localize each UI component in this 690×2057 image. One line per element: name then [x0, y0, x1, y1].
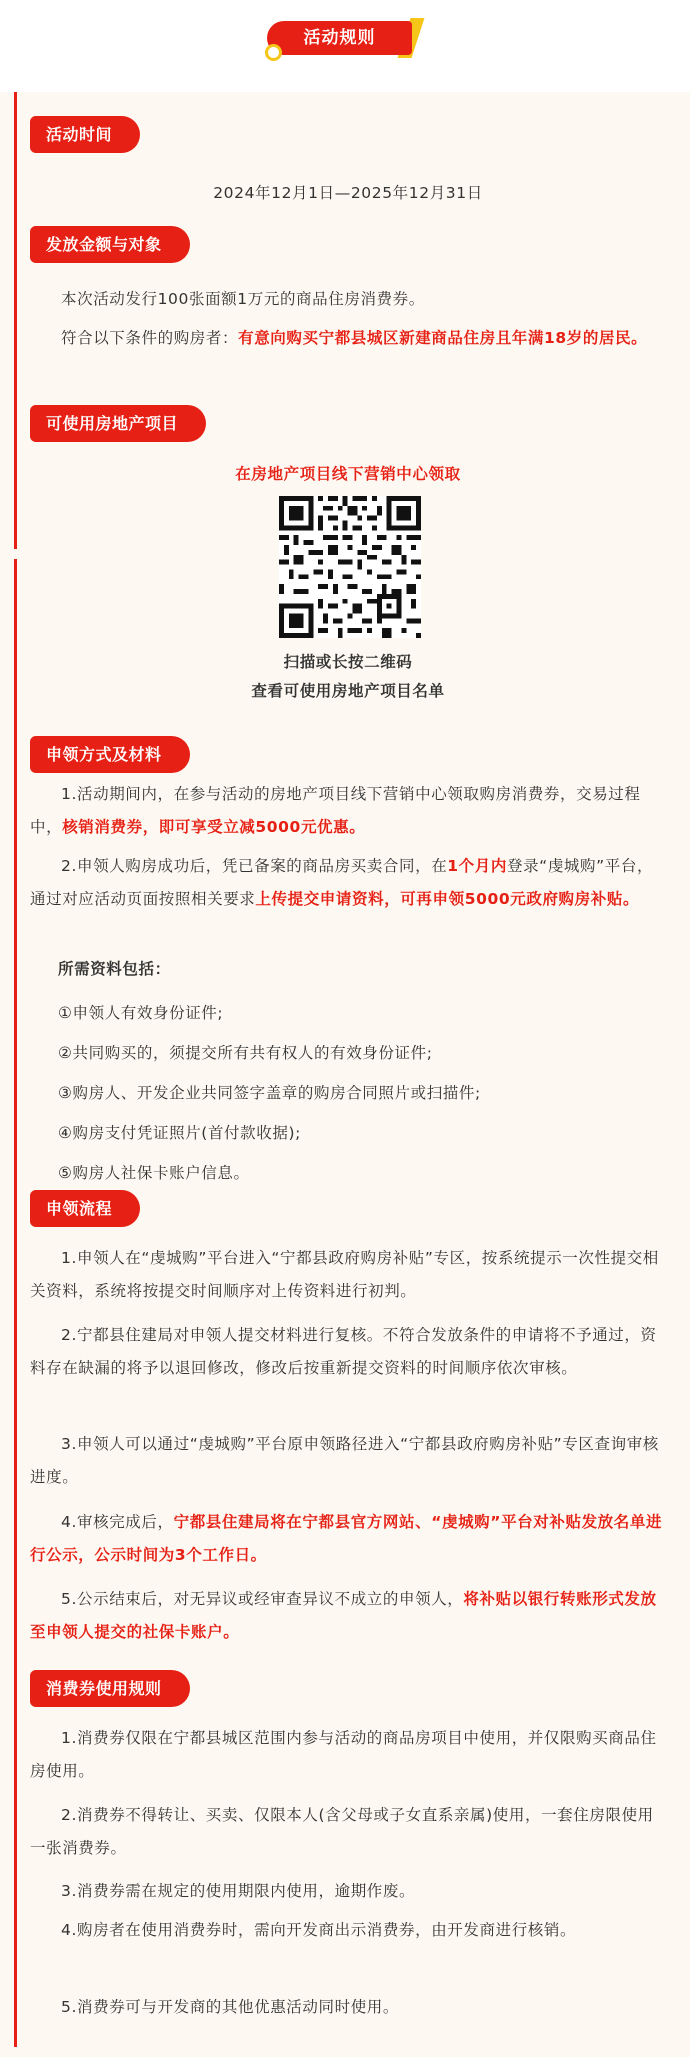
materials-list: [58, 993, 658, 1193]
qr-caption-scan: 扫描或长按二维码: [283, 653, 413, 671]
section-time-label: 活动时间: [30, 116, 140, 153]
apply-step-2-highlight: 上传提交申请资料，可再申领5000元政府购房补贴。: [255, 890, 640, 908]
apply-step-2-deadline: 1个月内: [447, 857, 507, 875]
section-projects-label: 可使用房地产项目: [30, 405, 206, 442]
process-step-5-highlight: 将补贴以银行转账形式发放至申领人提交的社保卡账户。: [30, 1590, 657, 1641]
rule-item-5: 5.消费券可与开发商的其他优惠活动同时使用。: [61, 1998, 399, 2016]
pickup-headline: 在房地产项目线下营销中心领取: [235, 465, 461, 483]
left-rail-decoration: [14, 559, 17, 2047]
activity-period: 2024年12月1日—2025年12月31日: [213, 184, 483, 202]
section-amount-label: 发放金额与对象: [30, 226, 190, 263]
materials-item: ①申领人有效身份证件;: [58, 1004, 224, 1022]
materials-item: ⑤购房人社保卡账户信息。: [58, 1164, 250, 1182]
process-step-2: 2.宁都县住建局对申领人提交材料进行复核。不符合发放条件的申请将不予通过，资料存在缺漏的将予以退回修改，修改后按重新提交资料的时间顺序依次审核。: [30, 1326, 657, 1377]
amount-paragraph: 本次活动发行100张面额1万元的商品住房消费券。: [61, 290, 425, 308]
apply-step-2: [30, 850, 666, 916]
process-step-4-highlight: 宁都县住建局将在宁都县官方网站、“虔城购”平台对补贴发放名单进行公示，公示时间为3个工作日。: [30, 1513, 663, 1564]
process-step-3: 3.申领人可以通过“虔城购”平台原申领路径进入“宁都县政府购房补贴”专区查询审核进度。: [30, 1435, 659, 1486]
title-ring-decoration: [265, 44, 282, 61]
materials-item: ③购房人、开发企业共同签字盖章的购房合同照片或扫描件;: [58, 1084, 481, 1102]
qr-code[interactable]: [279, 496, 421, 638]
section-process-label: 申领流程: [30, 1190, 140, 1227]
page-title: 活动规则: [267, 21, 412, 55]
rule-item-3: 3.消费券需在规定的使用期限内使用，逾期作废。: [61, 1882, 416, 1900]
process-step-4-text: 4.审核完成后，: [61, 1513, 174, 1531]
eligibility-prefix: 符合以下条件的购房者：: [61, 329, 239, 347]
rule-item-2: 2.消费券不得转让、买卖、仅限本人(含父母或子女直系亲属)使用，一套住房限使用一张消费券。: [30, 1806, 654, 1857]
eligibility-paragraph: [30, 322, 666, 355]
materials-title: 所需资料包括：: [58, 960, 171, 978]
section-apply-label: 申领方式及材料: [30, 736, 190, 773]
left-rail-decoration: [14, 92, 17, 549]
header-banner: [0, 0, 690, 92]
process-step-5-text: 5.公示结束后，对无异议或经审查异议不成立的申领人，: [61, 1590, 464, 1608]
qr-code-graphic: [279, 496, 421, 638]
materials-item: ②共同购买的，须提交所有共有权人的有效身份证件;: [58, 1044, 433, 1062]
apply-step-2-text: 2.申领人购房成功后，凭已备案的商品房买卖合同，在: [61, 857, 448, 875]
apply-step-1: [30, 778, 666, 844]
process-step-4: [30, 1506, 666, 1572]
apply-step-2-text-cont: 登录“虔城购”平台，通过对应活动页面按照相关要求: [30, 857, 654, 908]
eligibility-highlight: 有意向购买宁都县城区新建商品住房且年满18岁的居民。: [238, 329, 648, 347]
qr-caption-list: 查看可使用房地产项目名单: [251, 682, 445, 700]
materials-item: ④购房支付凭证照片(首付款收据);: [58, 1124, 301, 1142]
process-step-1: 1.申领人在“虔城购”平台进入“宁都县政府购房补贴”专区，按系统提示一次性提交相关资料，系统将按提交时间顺序对上传资料进行初判。: [30, 1249, 659, 1300]
rule-item-1: 1.消费券仅限在宁都县城区范围内参与活动的商品房项目中使用，并仅限购买商品住房使用。: [30, 1729, 657, 1780]
rules-content: [0, 92, 690, 2057]
process-step-5: [30, 1583, 666, 1649]
rule-item-4: 4.购房者在使用消费券时，需向开发商出示消费券，由开发商进行核销。: [61, 1921, 577, 1939]
apply-step-1-highlight: 核销消费券，即可享受立减5000元优惠。: [62, 818, 366, 836]
apply-step-1-text: 1.活动期间内，在参与活动的房地产项目线下营销中心领取购房消费券，交易过程中，: [30, 785, 641, 836]
section-rules-label: 消费券使用规则: [30, 1670, 190, 1707]
